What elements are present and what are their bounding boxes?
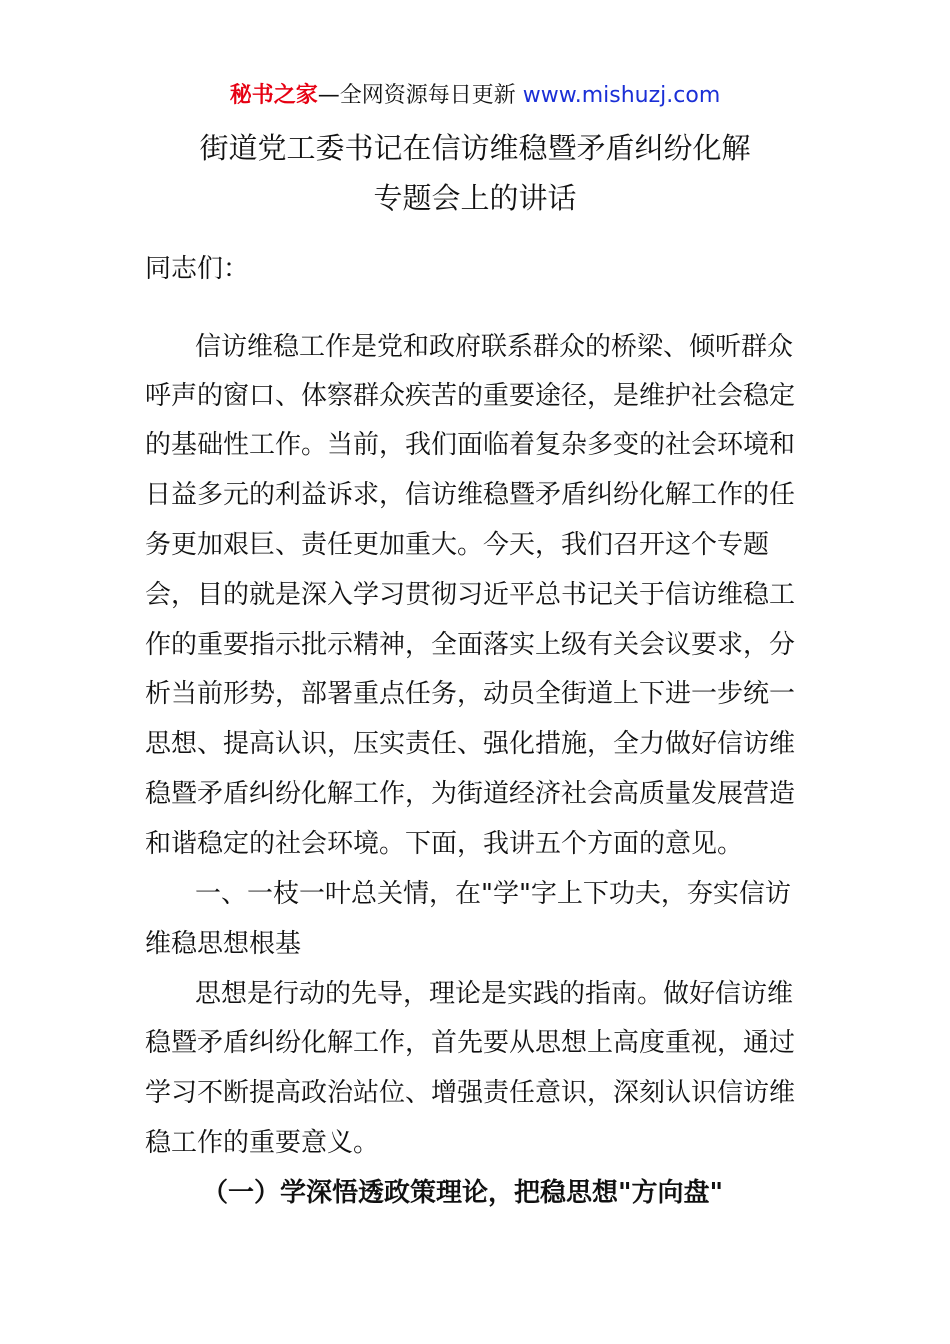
paragraph-line: 稳工作的重要意义。 (145, 1128, 380, 1158)
document-title-line-1: 街道党工委书记在信访维稳暨矛盾纠纷化解 (199, 131, 751, 165)
paragraph-line: 日益多元的利益诉求，信访维稳暨矛盾纠纷化解工作的任 (145, 480, 796, 510)
paragraph-line: 思想是行动的先导，理论是实践的指南。做好信访维 (195, 979, 794, 1009)
site-url-link[interactable]: www.mishuzj.com (522, 83, 721, 108)
paragraph-line: 和谐稳定的社会环境。下面，我讲五个方面的意见。 (145, 829, 744, 859)
paragraph-line: 信访维稳工作是党和政府联系群众的桥梁、倾听群众 (195, 332, 794, 362)
paragraph-line: 呼声的窗口、体察群众疾苦的重要途径，是维护社会稳定 (145, 381, 796, 411)
paragraph-line: 作的重要指示批示精神，全面落实上级有关会议要求，分 (145, 630, 796, 660)
paragraph-line: 思想、提高认识，压实责任、强化措施，全力做好信访维 (145, 729, 796, 759)
document-title-line-2: 专题会上的讲话 (373, 181, 577, 215)
site-header (0, 80, 950, 112)
paragraph-line: 稳暨矛盾纠纷化解工作，为街道经济社会高质量发展营造 (145, 779, 796, 809)
paragraph-line: 稳暨矛盾纠纷化解工作，首先要从思想上高度重视，通过 (145, 1028, 796, 1058)
paragraph-line: 的基础性工作。当前，我们面临着复杂多变的社会环境和 (145, 430, 796, 460)
section-heading-line: 一、一枝一叶总关情，在"学"字上下功夫，夯实信访 (195, 879, 791, 909)
section-heading-line: 维稳思想根基 (145, 929, 302, 959)
paragraph-line: 学习不断提高政治站位、增强责任意识，深刻认识信访维 (145, 1078, 796, 1108)
site-brand: 秘书之家 (229, 83, 318, 108)
site-slogan: —全网资源每日更新 (317, 83, 516, 108)
subsection-heading: （一）学深悟透政策理论，把稳思想"方向盘" (202, 1178, 724, 1208)
salutation: 同志们： (145, 254, 250, 284)
paragraph-line: 析当前形势，部署重点任务，动员全街道上下进一步统一 (145, 679, 796, 709)
paragraph-line: 会，目的就是深入学习贯彻习近平总书记关于信访维稳工 (145, 580, 796, 610)
paragraph-line: 务更加艰巨、责任更加重大。今天，我们召开这个专题 (145, 530, 770, 560)
